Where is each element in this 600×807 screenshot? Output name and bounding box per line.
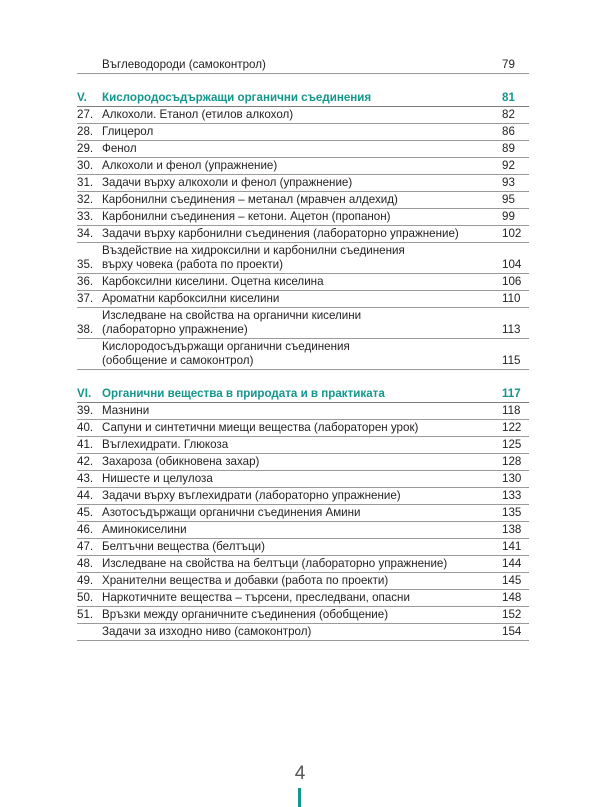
entry-title-line: Захароза (обикновена захар)	[102, 455, 260, 468]
entry-number: 42.	[77, 455, 94, 468]
section-title: Кислородосъдържащи органични съединения	[102, 91, 372, 104]
entry-title-line: Нишесте и целулоза	[102, 472, 213, 485]
entry-page: 95	[502, 193, 515, 206]
entry-number: 37.	[77, 292, 94, 305]
entry-title	[101, 193, 502, 207]
entry-title-line: Фенол	[102, 142, 137, 155]
section-page: 117	[502, 387, 521, 400]
toc-entry[interactable]	[77, 226, 529, 243]
entry-title	[101, 142, 502, 156]
entry-page: 102	[502, 227, 522, 240]
table-of-contents	[77, 57, 529, 641]
entry-title	[101, 523, 502, 537]
entry-title-line: Аминокиселини	[102, 523, 187, 536]
toc-entry[interactable]	[77, 573, 529, 590]
entry-number: 29.	[77, 142, 94, 155]
entry-title	[101, 309, 502, 337]
entry-number: 44.	[77, 489, 94, 502]
toc-section-vi[interactable]	[77, 386, 529, 403]
toc-entry[interactable]	[77, 556, 529, 573]
entry-title	[101, 58, 502, 72]
entry-number: 40.	[77, 421, 94, 434]
entry-page: 115	[502, 354, 521, 367]
section-title: Органични вещества в природата и в практиката	[102, 387, 385, 400]
toc-entry[interactable]	[77, 192, 529, 209]
entry-title-line: Въглеводороди (самоконтрол)	[102, 58, 266, 71]
toc-entry[interactable]	[77, 175, 529, 192]
section-number: V.	[77, 91, 87, 104]
toc-entry[interactable]	[77, 57, 529, 74]
entry-page: 113	[502, 323, 521, 336]
entry-title-line: Глицерол	[102, 125, 154, 138]
entry-title-line: Задачи за изходно ниво (самоконтрол)	[102, 625, 312, 638]
entry-page: 141	[502, 540, 522, 553]
entry-title-line: Алкохоли. Етанол (етилов алкохол)	[102, 108, 294, 121]
entry-page: 99	[502, 210, 515, 223]
entry-page: 130	[502, 472, 522, 485]
toc-entry[interactable]	[77, 124, 529, 141]
entry-title-line: Изследване на свойства на органични киселини	[102, 309, 362, 322]
toc-entry[interactable]	[77, 607, 529, 624]
entry-title-line: Задачи върху въглехидрати (лабораторно упражнение)	[102, 489, 401, 502]
entry-page: 104	[502, 258, 522, 271]
toc-group-vi	[77, 403, 529, 641]
toc-entry[interactable]	[77, 291, 529, 308]
toc-entry[interactable]	[77, 624, 529, 641]
entry-title-line: Въздействие на хидроксилни и карбонилни съединения	[102, 244, 405, 257]
toc-entry[interactable]	[77, 590, 529, 607]
entry-title	[101, 489, 502, 503]
entry-number: 33.	[77, 210, 94, 223]
entry-number: 27.	[77, 108, 94, 121]
toc-entry[interactable]	[77, 308, 529, 339]
entry-page: 86	[502, 125, 515, 138]
entry-page: 135	[502, 506, 522, 519]
toc-entry[interactable]	[77, 274, 529, 291]
entry-title	[101, 625, 502, 639]
entry-title-line: Карбонилни съединения – кетони. Ацетон (пропанон)	[102, 210, 391, 223]
entry-page: 125	[502, 438, 522, 451]
toc-entry[interactable]	[77, 505, 529, 522]
toc-entry[interactable]	[77, 454, 529, 471]
entry-title	[101, 108, 502, 122]
toc-entry[interactable]	[77, 420, 529, 437]
entry-number: 32.	[77, 193, 94, 206]
toc-entry[interactable]	[77, 141, 529, 158]
entry-title	[101, 292, 502, 306]
entry-number: 35.	[77, 258, 94, 271]
entry-title	[101, 340, 502, 368]
entry-number: 48.	[77, 557, 94, 570]
entry-number: 38.	[77, 323, 94, 336]
entry-page: 110	[502, 292, 521, 305]
entry-title	[101, 176, 502, 190]
entry-title-line: Хранителни вещества и добавки (работа по проекти)	[102, 574, 389, 587]
entry-title-line: Алкохоли и фенол (упражнение)	[102, 159, 278, 172]
entry-title-line: Азотосъдържащи органични съединения Амини	[102, 506, 361, 519]
entry-title	[101, 421, 502, 435]
entry-number: 34.	[77, 227, 94, 240]
entry-title-line: Кислородосъдържащи органични съединения	[102, 340, 350, 353]
entry-page: 118	[502, 404, 521, 417]
entry-title	[101, 506, 502, 520]
section-page: 81	[502, 91, 515, 104]
entry-title	[101, 472, 502, 486]
entry-number: 39.	[77, 404, 94, 417]
entry-title-line: Карбонилни съединения – метанал (мравчен алдехид)	[102, 193, 398, 206]
toc-section-v[interactable]	[77, 90, 529, 107]
entry-title-line: върху човека (работа по проекти)	[102, 258, 283, 271]
entry-number: 51.	[77, 608, 94, 621]
entry-title	[101, 455, 502, 469]
entry-page: 152	[502, 608, 522, 621]
entry-page: 145	[502, 574, 522, 587]
toc-entry[interactable]	[77, 158, 529, 175]
toc-entry[interactable]	[77, 539, 529, 556]
entry-page: 122	[502, 421, 522, 434]
entry-number: 46.	[77, 523, 94, 536]
entry-title-line: Ароматни карбоксилни киселини	[102, 292, 280, 305]
toc-group-intro	[77, 57, 529, 74]
entry-title-line: Сапуни и синтетични миещи вещества (лабораторен урок)	[102, 421, 419, 434]
toc-entry[interactable]	[77, 471, 529, 488]
entry-number: 30.	[77, 159, 94, 172]
entry-title	[101, 159, 502, 173]
page-marker	[298, 788, 301, 807]
entry-number: 47.	[77, 540, 94, 553]
entry-page: 128	[502, 455, 522, 468]
toc-group-v	[77, 107, 529, 370]
toc-entry[interactable]	[77, 209, 529, 226]
toc-entry[interactable]	[77, 339, 529, 370]
entry-title-line: Наркотичните вещества – търсени, преследвани, опасни	[102, 591, 410, 604]
entry-title-line: Въглехидрати. Глюкоза	[102, 438, 229, 451]
entry-number: 45.	[77, 506, 94, 519]
toc-entry[interactable]	[77, 107, 529, 124]
entry-page: 79	[502, 58, 515, 71]
entry-page: 133	[502, 489, 522, 502]
entry-title-line: Карбоксилни киселини. Оцетна киселина	[102, 275, 324, 288]
entry-title-line: Задачи върху карбонилни съединения (лабораторно упражнение)	[102, 227, 459, 240]
entry-title	[101, 574, 502, 588]
toc-entry[interactable]	[77, 488, 529, 505]
entry-title	[101, 210, 502, 224]
entry-title	[101, 227, 502, 241]
entry-title	[101, 438, 502, 452]
toc-entry[interactable]	[77, 522, 529, 539]
entry-number: 50.	[77, 591, 94, 604]
entry-title	[101, 404, 502, 418]
entry-page: 154	[502, 625, 522, 638]
entry-title-line: Задачи върху алкохоли и фенол (упражнение)	[102, 176, 353, 189]
entry-page: 106	[502, 275, 522, 288]
section-number: VI.	[77, 387, 92, 400]
entry-title-line: Изследване на свойства на белтъци (лабораторно упражнение)	[102, 557, 448, 570]
entry-page: 138	[502, 523, 522, 536]
entry-number: 28.	[77, 125, 94, 138]
entry-title	[101, 557, 502, 571]
entry-title-line: Мазнини	[102, 404, 150, 417]
entry-page: 144	[502, 557, 522, 570]
entry-title-line: Връзки между органичните съединения (обобщение)	[102, 608, 389, 621]
entry-title	[101, 125, 502, 139]
toc-entry[interactable]	[77, 437, 529, 454]
entry-page: 92	[502, 159, 515, 172]
entry-number: 49.	[77, 574, 94, 587]
toc-entry[interactable]	[77, 403, 529, 420]
entry-page: 89	[502, 142, 515, 155]
entry-title-line: (лабораторно упражнение)	[102, 323, 248, 336]
entry-number: 41.	[77, 438, 94, 451]
entry-title	[101, 540, 502, 554]
entry-title	[101, 608, 502, 622]
entry-title-line: (обобщение и самоконтрол)	[102, 354, 254, 367]
page-number: 4	[294, 763, 306, 784]
toc-entry[interactable]	[77, 243, 529, 274]
entry-title-line: Белтъчни вещества (белтъци)	[102, 540, 266, 553]
entry-number: 36.	[77, 275, 94, 288]
entry-number: 31.	[77, 176, 94, 189]
entry-page: 93	[502, 176, 515, 189]
entry-page: 148	[502, 591, 522, 604]
entry-title	[101, 244, 502, 272]
entry-number: 43.	[77, 472, 94, 485]
entry-title	[101, 591, 502, 605]
entry-title	[101, 275, 502, 289]
entry-page: 82	[502, 108, 515, 121]
